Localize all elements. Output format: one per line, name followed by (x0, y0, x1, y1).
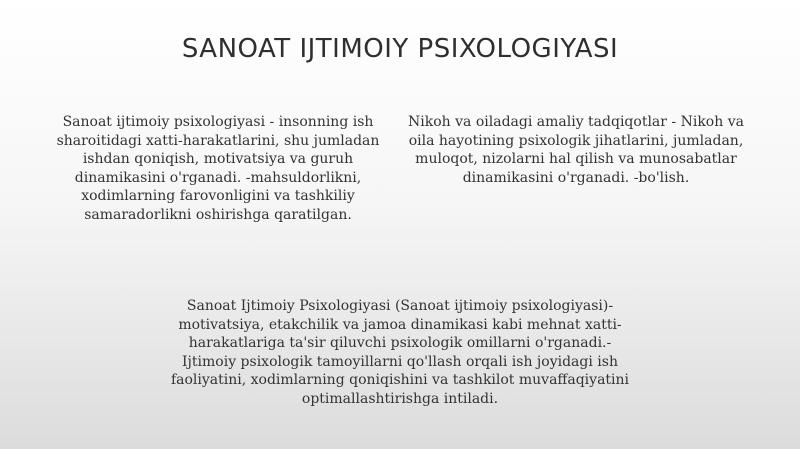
bottom-text-block: Sanoat Ijtimoiy Psixologiyasi (Sanoat ijtimoiy psixologiyasi)- motivatsiya, etakchilik va jamoa dinamikasi kabi mehnat xatti-harakatlariga ta'sir qiluvchi psixologik omillarni o'rganadi.- Ijtimoiy psixologik tamoyillarni qo'llash orqali ish joyidagi ish faoliyatini, xodimlarning qoniqishini va tashkilot muvaffaqiyatini optimallashtirishga intiladi. (170, 298, 630, 407)
slide-title: SANOAT IJTIMOIY PSIXOLOGIYASI (181, 34, 619, 64)
left-text-block: Sanoat ijtimoiy psixologiyasi - insonning ish sharoitidagi xatti-harakatlarini, shu jumladan ishdan qoniqish, motivatsiya va guruh dinamikasini o'rganadi. -mahsuldorlikni, xodimlarning farovonligini va tashkiliy samaradorlikni oshirishga qaratilgan. (56, 114, 380, 223)
right-text-block: Nikoh va oiladagi amaliy tadqiqotlar - Nikoh va oila hayotining psixologik jihatlarini, jumladan, muloqot, nizolarni hal qilish va munosabatlar dinamikasini o'rganadi. -bo'lish. (408, 114, 744, 186)
